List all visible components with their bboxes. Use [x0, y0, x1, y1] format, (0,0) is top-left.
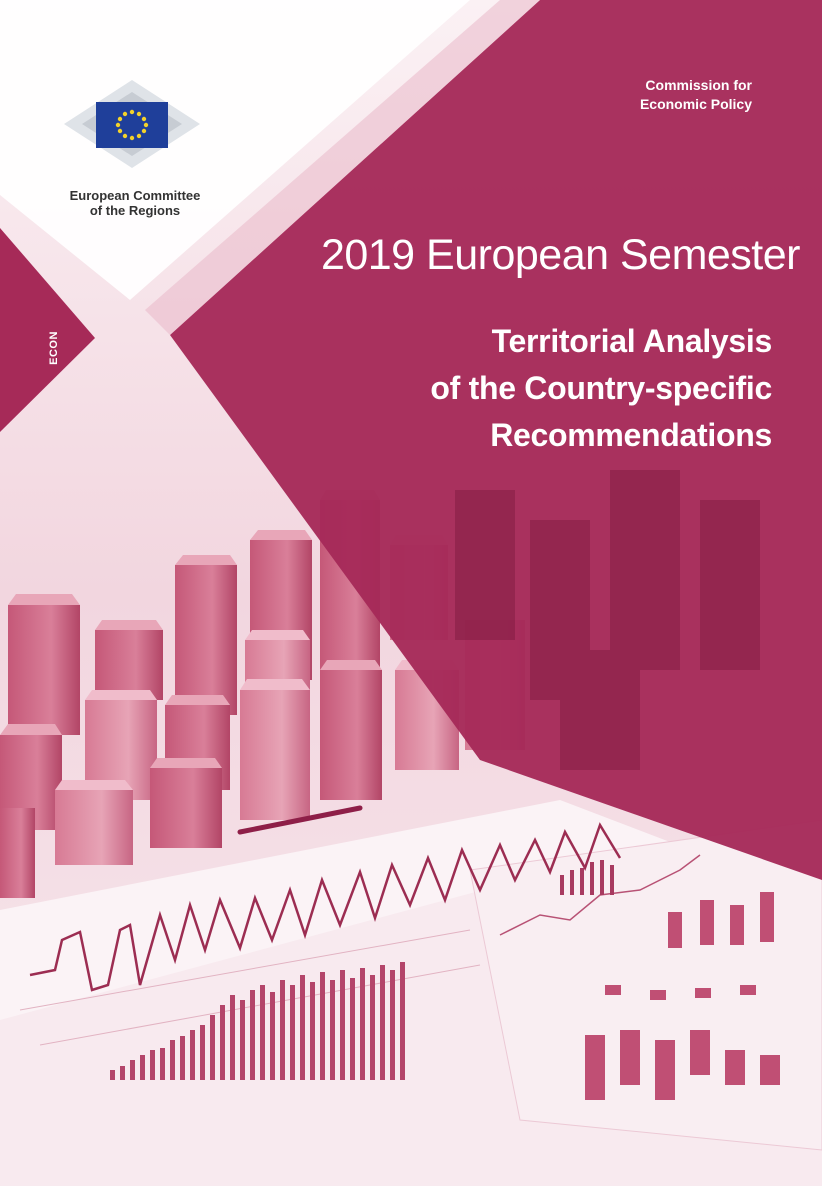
report-subtitle: Territorial Analysis of the Country-specific Recommendations: [430, 323, 772, 453]
organization-name: European Committee of the Regions: [69, 188, 201, 218]
commission-name: Commission for Economic Policy: [639, 77, 752, 112]
report-title: 2019 European Semester: [320, 231, 800, 279]
eu-flag-icon: [50, 72, 215, 182]
logo: [50, 72, 215, 187]
side-tab-label: ECON: [48, 331, 60, 365]
side-tab: [44, 318, 64, 378]
